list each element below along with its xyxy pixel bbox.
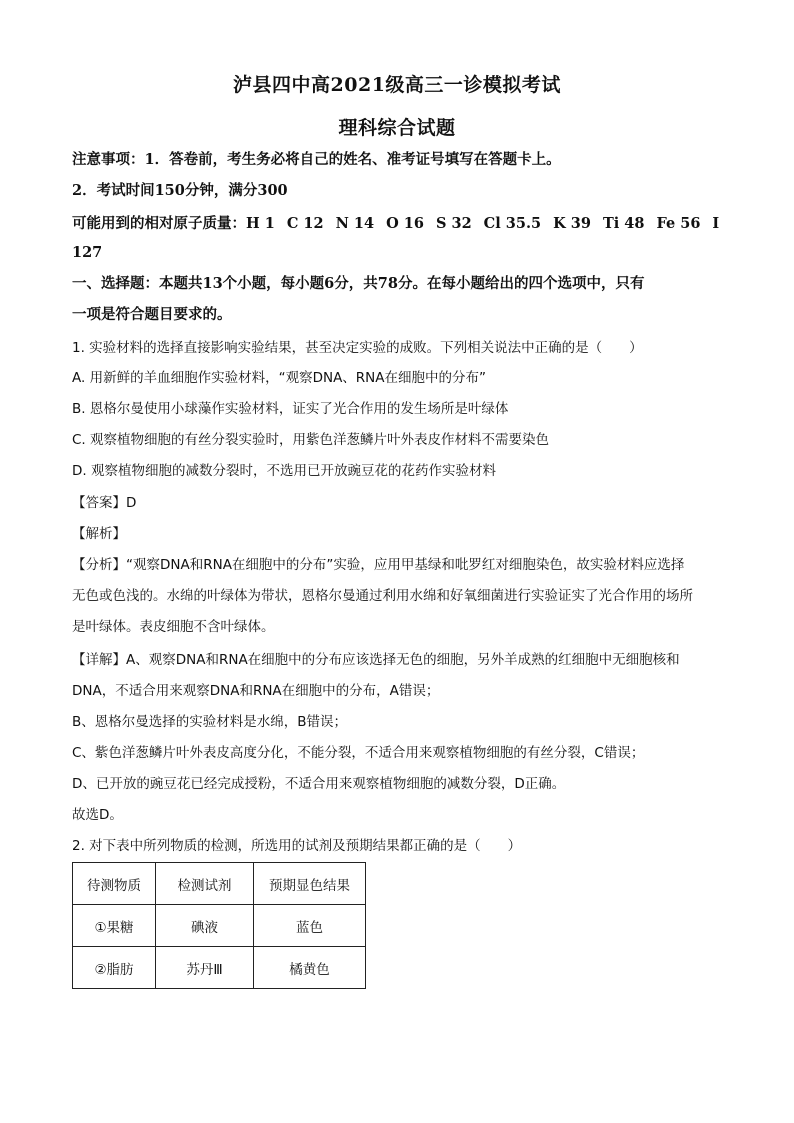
atomic-mass-item: Ti 48 bbox=[602, 215, 645, 232]
atomic-mass-label: 可能用到的相对原子质量： bbox=[72, 215, 246, 232]
atomic-mass-tail: 127 bbox=[72, 244, 103, 261]
q2-stem: 2. 对下表中所列物质的检测，所选用的试剂及预期结果都正确的是（ ） bbox=[72, 838, 522, 854]
table-cell: ②脂肪 bbox=[73, 947, 156, 989]
q1-xiangjie-b: B、恩格尔曼选择的实验材料是水绵，B错误； bbox=[72, 714, 348, 730]
table-header-cell: 检测试剂 bbox=[156, 863, 254, 905]
q1-option-b: B. 恩格尔曼使用小球藻作实验材料，证实了光合作用的发生场所是叶绿体 bbox=[72, 401, 509, 417]
table-header-cell: 待测物质 bbox=[73, 863, 156, 905]
q1-fenxi-line-2: 无色或色浅的。水绵的叶绿体为带状，恩格尔曼通过利用水绵和好氧细菌进行实验证实了光合作用的场所 bbox=[72, 588, 693, 604]
exam-title: 泸县四中高2021级高三一诊模拟考试 bbox=[233, 74, 561, 96]
q1-option-d: D. 观察植物细胞的减数分裂时，不选用已开放豌豆花的花药作实验材料 bbox=[72, 463, 496, 479]
q1-xiangjie-line-2: DNA，不适合用来观察DNA和RNA在细胞中的分布，A错误； bbox=[72, 683, 440, 699]
q2-table bbox=[72, 862, 366, 989]
atomic-mass-item: K 39 bbox=[553, 215, 591, 232]
exam-subtitle: 理科综合试题 bbox=[338, 117, 456, 139]
atomic-mass-item: N 14 bbox=[335, 215, 375, 232]
q1-stem: 1. 实验材料的选择直接影响实验结果，甚至决定实验的成败。下列相关说法中正确的是（ ） bbox=[72, 340, 643, 356]
table-header-cell: 预期显色结果 bbox=[254, 863, 366, 905]
note-1: 注意事项：1．答卷前，考生务必将自己的姓名、准考证号填写在答题卡上。 bbox=[72, 151, 561, 168]
table-cell: 橘黄色 bbox=[254, 947, 366, 989]
atomic-mass-item: Fe 56 bbox=[656, 215, 701, 232]
atomic-mass-item: S 32 bbox=[435, 215, 472, 232]
table-row bbox=[73, 947, 366, 989]
table-row bbox=[73, 905, 366, 947]
q1-fenxi-line-1: 【分析】“观察DNA和RNA在细胞中的分布”实验，应用甲基绿和吡罗红对细胞染色，故实验材料应选择 bbox=[72, 557, 685, 573]
atomic-mass-item: Cl 35.5 bbox=[483, 215, 542, 232]
q1-xiangjie-line-1: 【详解】A、观察DNA和RNA在细胞中的分布应该选择无色的细胞，另外羊成熟的红细胞中无细胞核和 bbox=[72, 652, 680, 668]
q1-analysis-label: 【解析】 bbox=[72, 526, 126, 542]
q1-xiangjie-c: C、紫色洋葱鳞片叶外表皮高度分化，不能分裂，不适合用来观察植物细胞的有丝分裂，C错误； bbox=[72, 745, 645, 761]
atomic-mass-item: C 12 bbox=[286, 215, 324, 232]
q1-option-c: C. 观察植物细胞的有丝分裂实验时，用紫色洋葱鳞片叶外表皮作材料不需要染色 bbox=[72, 432, 550, 448]
atomic-mass-line bbox=[72, 212, 732, 233]
q1-option-a: A. 用新鲜的羊血细胞作实验材料，“观察DNA、RNA在细胞中的分布” bbox=[72, 370, 487, 386]
table-cell: ①果糖 bbox=[73, 905, 156, 947]
q1-answer: 【答案】D bbox=[72, 495, 137, 511]
table-cell: 碘液 bbox=[156, 905, 254, 947]
section-heading-2: 一项是符合题目要求的。 bbox=[72, 306, 232, 323]
atomic-mass-item: I bbox=[712, 215, 720, 232]
atomic-mass-item: H 1 bbox=[246, 215, 275, 232]
section-heading-1: 一、选择题：本题共13个小题，每小题6分，共78分。在每小题给出的四个选项中，只有 bbox=[72, 275, 645, 292]
q1-xiangjie-d: D、已开放的豌豆花已经完成授粉，不适合用来观察植物细胞的减数分裂，D正确。 bbox=[72, 776, 566, 792]
q1-fenxi-line-3: 是叶绿体。表皮细胞不含叶绿体。 bbox=[72, 619, 275, 635]
table-cell: 蓝色 bbox=[254, 905, 366, 947]
table-header-row bbox=[73, 863, 366, 905]
atomic-mass-item: O 16 bbox=[386, 215, 424, 232]
note-2: 2．考试时间150分钟，满分300 bbox=[72, 182, 288, 199]
q1-conclusion: 故选D。 bbox=[72, 807, 123, 823]
table-cell: 苏丹Ⅲ bbox=[156, 947, 254, 989]
